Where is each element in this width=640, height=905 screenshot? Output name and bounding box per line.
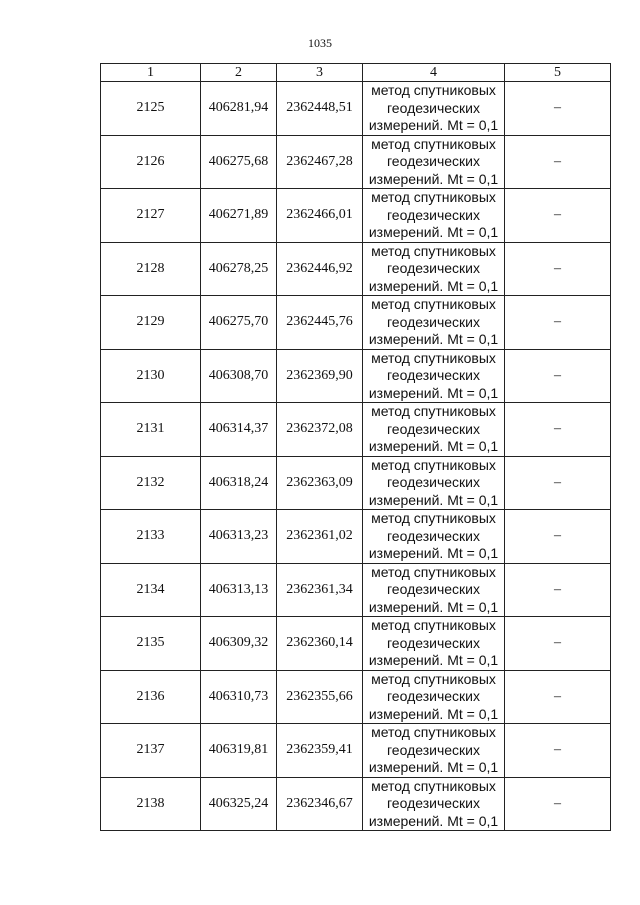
method-line: геодезических	[387, 634, 480, 651]
note-cell: –	[505, 510, 611, 564]
y-coordinate-cell: 2362445,76	[277, 296, 363, 350]
column-header-1: 1	[101, 64, 201, 82]
y-coordinate-cell: 2362448,51	[277, 82, 363, 136]
x-coordinate-cell: 406309,32	[201, 617, 277, 671]
method-line: геодезических	[387, 527, 480, 544]
point-number-cell: 2132	[101, 456, 201, 510]
method-line: метод спутниковых	[371, 189, 496, 205]
y-coordinate-cell: 2362361,02	[277, 510, 363, 564]
method-line: метод спутниковых	[371, 777, 496, 794]
x-coordinate-cell: 406313,13	[201, 563, 277, 617]
y-coordinate-cell: 2362363,09	[277, 456, 363, 510]
method-cell	[363, 777, 505, 831]
method-line: измерений. Mt = 0,1	[368, 545, 499, 561]
method-line: метод спутниковых	[371, 510, 496, 526]
point-number-cell: 2138	[101, 777, 201, 831]
method-cell	[363, 617, 505, 671]
method-line: метод спутниковых	[371, 296, 496, 312]
method-line: геодезических	[387, 99, 480, 116]
method-line: геодезических	[387, 367, 480, 383]
point-number-cell: 2136	[101, 670, 201, 724]
point-number-cell: 2133	[101, 510, 201, 564]
method-line: измерений. Mt = 0,1	[368, 117, 499, 133]
note-cell: –	[505, 670, 611, 724]
method-line: геодезических	[387, 474, 480, 490]
table-row	[101, 617, 611, 671]
method-line: измерений. Mt = 0,1	[368, 277, 499, 294]
point-number-cell: 2127	[101, 189, 201, 243]
x-coordinate-cell: 406271,89	[201, 189, 277, 243]
method-cell	[363, 296, 505, 350]
method-cell	[363, 456, 505, 510]
method-line: метод спутниковых	[371, 403, 496, 419]
table-body	[101, 82, 611, 831]
note-cell: –	[505, 349, 611, 403]
method-line: метод спутниковых	[371, 82, 496, 98]
table-row	[101, 135, 611, 189]
point-number-cell: 2137	[101, 724, 201, 778]
x-coordinate-cell: 406313,23	[201, 510, 277, 564]
y-coordinate-cell: 2362361,34	[277, 563, 363, 617]
y-coordinate-cell: 2362346,67	[277, 777, 363, 831]
point-number-cell: 2130	[101, 349, 201, 403]
table-row	[101, 242, 611, 296]
method-cell	[363, 135, 505, 189]
table-row	[101, 403, 611, 457]
method-line: метод спутниковых	[371, 724, 496, 740]
y-coordinate-cell: 2362446,92	[277, 242, 363, 296]
method-line: измерений. Mt = 0,1	[368, 170, 499, 187]
x-coordinate-cell: 406278,25	[201, 242, 277, 296]
point-number-cell: 2126	[101, 135, 201, 189]
note-cell: –	[505, 403, 611, 457]
x-coordinate-cell: 406308,70	[201, 349, 277, 403]
method-line: геодезических	[387, 260, 480, 276]
table-row	[101, 189, 611, 243]
y-coordinate-cell: 2362360,14	[277, 617, 363, 671]
method-line: геодезических	[387, 420, 480, 437]
x-coordinate-cell: 406314,37	[201, 403, 277, 457]
table-header-row	[101, 64, 611, 82]
method-line: метод спутниковых	[371, 135, 496, 152]
note-cell: –	[505, 189, 611, 243]
table-row	[101, 777, 611, 831]
column-header-3: 3	[277, 64, 363, 82]
point-number-cell: 2134	[101, 563, 201, 617]
point-number-cell: 2135	[101, 617, 201, 671]
method-line: измерений. Mt = 0,1	[368, 705, 499, 722]
method-line: геодезических	[387, 206, 480, 223]
method-line: геодезических	[387, 688, 480, 704]
point-number-cell: 2128	[101, 242, 201, 296]
y-coordinate-cell: 2362359,41	[277, 724, 363, 778]
note-cell: –	[505, 242, 611, 296]
table-row	[101, 724, 611, 778]
table-row	[101, 82, 611, 136]
y-coordinate-cell: 2362466,01	[277, 189, 363, 243]
note-cell: –	[505, 563, 611, 617]
method-line: метод спутниковых	[371, 670, 496, 687]
method-line: измерений. Mt = 0,1	[368, 652, 499, 668]
x-coordinate-cell: 406325,24	[201, 777, 277, 831]
method-cell	[363, 189, 505, 243]
method-line: геодезических	[387, 581, 480, 597]
x-coordinate-cell: 406275,70	[201, 296, 277, 350]
y-coordinate-cell: 2362372,08	[277, 403, 363, 457]
x-coordinate-cell: 406319,81	[201, 724, 277, 778]
page-number: 1035	[308, 36, 332, 50]
y-coordinate-cell: 2362355,66	[277, 670, 363, 724]
x-coordinate-cell: 406275,68	[201, 135, 277, 189]
table-row	[101, 563, 611, 617]
method-line: метод спутниковых	[371, 242, 496, 259]
method-cell	[363, 403, 505, 457]
method-line: метод спутниковых	[371, 456, 496, 473]
note-cell: –	[505, 135, 611, 189]
method-line: измерений. Mt = 0,1	[368, 224, 499, 240]
note-cell: –	[505, 456, 611, 510]
method-line: геодезических	[387, 313, 480, 330]
y-coordinate-cell: 2362369,90	[277, 349, 363, 403]
method-line: измерений. Mt = 0,1	[368, 331, 499, 347]
method-line: метод спутниковых	[371, 349, 496, 366]
method-cell	[363, 563, 505, 617]
method-line: измерений. Mt = 0,1	[368, 491, 499, 508]
x-coordinate-cell: 406281,94	[201, 82, 277, 136]
method-cell	[363, 82, 505, 136]
note-cell: –	[505, 724, 611, 778]
x-coordinate-cell: 406318,24	[201, 456, 277, 510]
x-coordinate-cell: 406310,73	[201, 670, 277, 724]
method-cell	[363, 724, 505, 778]
point-number-cell: 2129	[101, 296, 201, 350]
method-cell	[363, 349, 505, 403]
column-header-4: 4	[363, 64, 505, 82]
table-row	[101, 670, 611, 724]
method-line: измерений. Mt = 0,1	[368, 384, 499, 401]
note-cell: –	[505, 82, 611, 136]
note-cell: –	[505, 617, 611, 671]
point-number-cell: 2125	[101, 82, 201, 136]
method-line: измерений. Mt = 0,1	[368, 438, 499, 454]
method-line: геодезических	[387, 741, 480, 758]
method-line: измерений. Mt = 0,1	[368, 598, 499, 615]
method-cell	[363, 670, 505, 724]
table-row	[101, 456, 611, 510]
method-line: измерений. Mt = 0,1	[368, 759, 499, 775]
method-line: геодезических	[387, 153, 480, 169]
column-header-2: 2	[201, 64, 277, 82]
coordinates-table	[100, 63, 611, 831]
point-number-cell: 2131	[101, 403, 201, 457]
column-header-5: 5	[505, 64, 611, 82]
y-coordinate-cell: 2362467,28	[277, 135, 363, 189]
method-line: метод спутниковых	[371, 617, 496, 633]
method-cell	[363, 242, 505, 296]
table-row	[101, 510, 611, 564]
method-line: метод спутниковых	[371, 563, 496, 580]
method-cell	[363, 510, 505, 564]
method-line: измерений. Mt = 0,1	[368, 812, 499, 829]
table-row	[101, 349, 611, 403]
table-row	[101, 296, 611, 350]
note-cell: –	[505, 777, 611, 831]
note-cell: –	[505, 296, 611, 350]
method-line: геодезических	[387, 795, 480, 811]
